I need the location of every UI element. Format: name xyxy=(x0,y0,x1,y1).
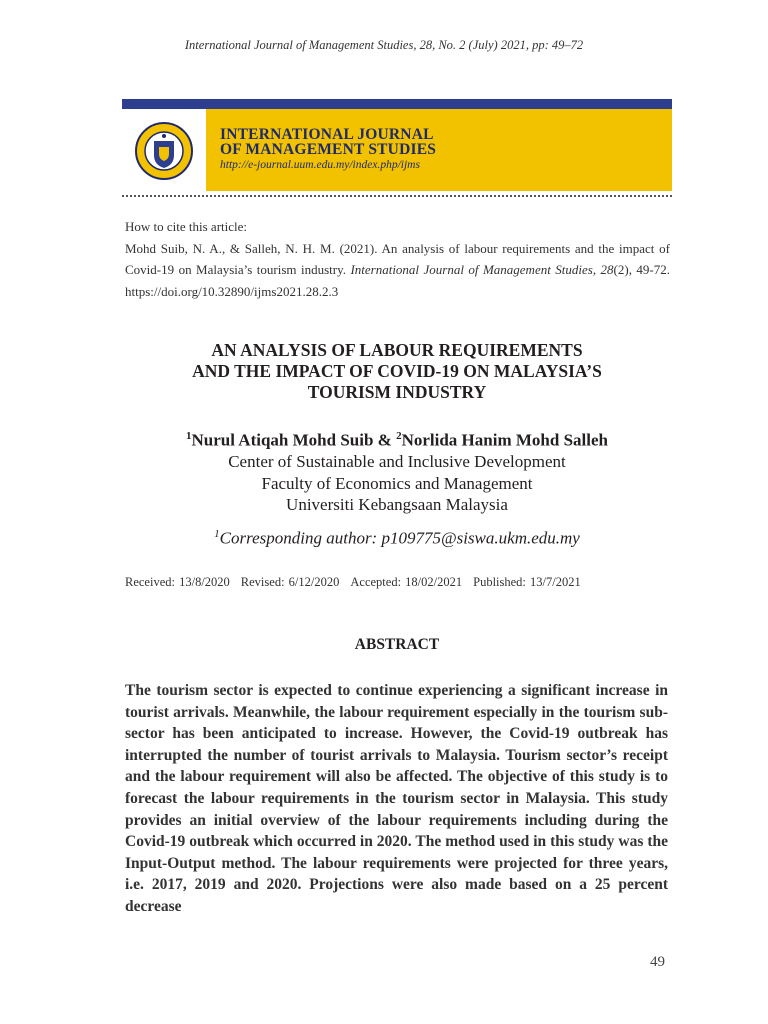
citation-label: How to cite this article: xyxy=(125,219,248,234)
title-line: AND THE IMPACT OF COVID-19 ON MALAYSIA’S xyxy=(192,361,602,381)
journal-title-line1: INTERNATIONAL JOURNAL xyxy=(220,126,434,143)
citation-doi[interactable]: (2), 49-72. https://doi.org/10.32890/ijms2021.28.2.3 xyxy=(125,262,670,299)
page-number: 49 xyxy=(650,954,665,970)
article-dates xyxy=(125,575,670,590)
author-names: $^1$Nurul Atiqah Mohd Suib & $^2$Norlida Hanim Mohd Salleh xyxy=(186,430,608,450)
affiliation-line: Faculty of Economics and Management xyxy=(261,473,533,493)
university-seal-icon xyxy=(132,121,196,181)
title-line: AN ANALYSIS OF LABOUR REQUIREMENTS xyxy=(211,340,583,360)
journal-title-line2: OF MANAGEMENT STUDIES xyxy=(220,141,437,158)
affiliation-line: Center of Sustainable and Inclusive Development xyxy=(228,452,566,472)
citation-text: Mohd Suib, N. A., & Salleh, N. H. M. (2021). An analysis of labour requirements and the impact of Covid-19 on Malaysia’s tourism industry. International Journal of Management Studies, 28(2), 49-72. https://doi.org/10.32890/ijms2021.28.2.3 xyxy=(125,240,670,299)
citation-volume: 28 xyxy=(600,262,614,277)
citation-journal: International Journal of Management Studies xyxy=(350,262,593,277)
journal-url[interactable]: http://e-journal.uum.edu.my/index.php/ijms xyxy=(220,159,420,171)
running-head: International Journal of Management Studies, 28, No. 2 (July) 2021, pp: 49–72 xyxy=(184,38,584,52)
date-published: Published: 13/7/2021 xyxy=(473,575,581,589)
article-title xyxy=(100,340,694,403)
abstract-text: The tourism sector is expected to continue experiencing a significant increase in tourist arrivals. Meanwhile, the labour requirement especially in the tourism sub-sector has been anticipated to increase. However, the Covid-19 outbreak has interrupted the number of tourist arrivals to Malaysia. Tourism sector’s receipt and the labour requirement will also be affected. The objective of this study is to forecast the labour requirements in the tourism sector in Malaysia. This study provides an initial overview of the labour requirements including during the Covid-19 outbreak which occurred in 2020. The method used in this study was the Input-Output method. The labour requirements were projected for three years, i.e. 2017, 2019 and 2020. Projections were also made based on a 25 percent decrease xyxy=(125,682,668,915)
abstract-heading: ABSTRACT xyxy=(354,636,440,653)
university-logo xyxy=(122,109,206,191)
date-accepted: Accepted: 18/02/2021 xyxy=(350,575,463,589)
dotted-divider xyxy=(122,195,672,197)
journal-banner xyxy=(122,99,672,191)
date-revised: Revised: 6/12/2020 xyxy=(240,575,340,589)
date-received: Received: 13/8/2020 xyxy=(125,575,230,589)
affiliation-line: Universiti Kebangsaan Malaysia xyxy=(286,495,508,515)
authors-block xyxy=(100,426,694,516)
title-line: TOURISM INDUSTRY xyxy=(307,382,487,402)
citation-block xyxy=(125,216,670,302)
corresponding-author: $^1$Corresponding author: p109775@siswa.ukm.edu.my xyxy=(214,528,580,548)
